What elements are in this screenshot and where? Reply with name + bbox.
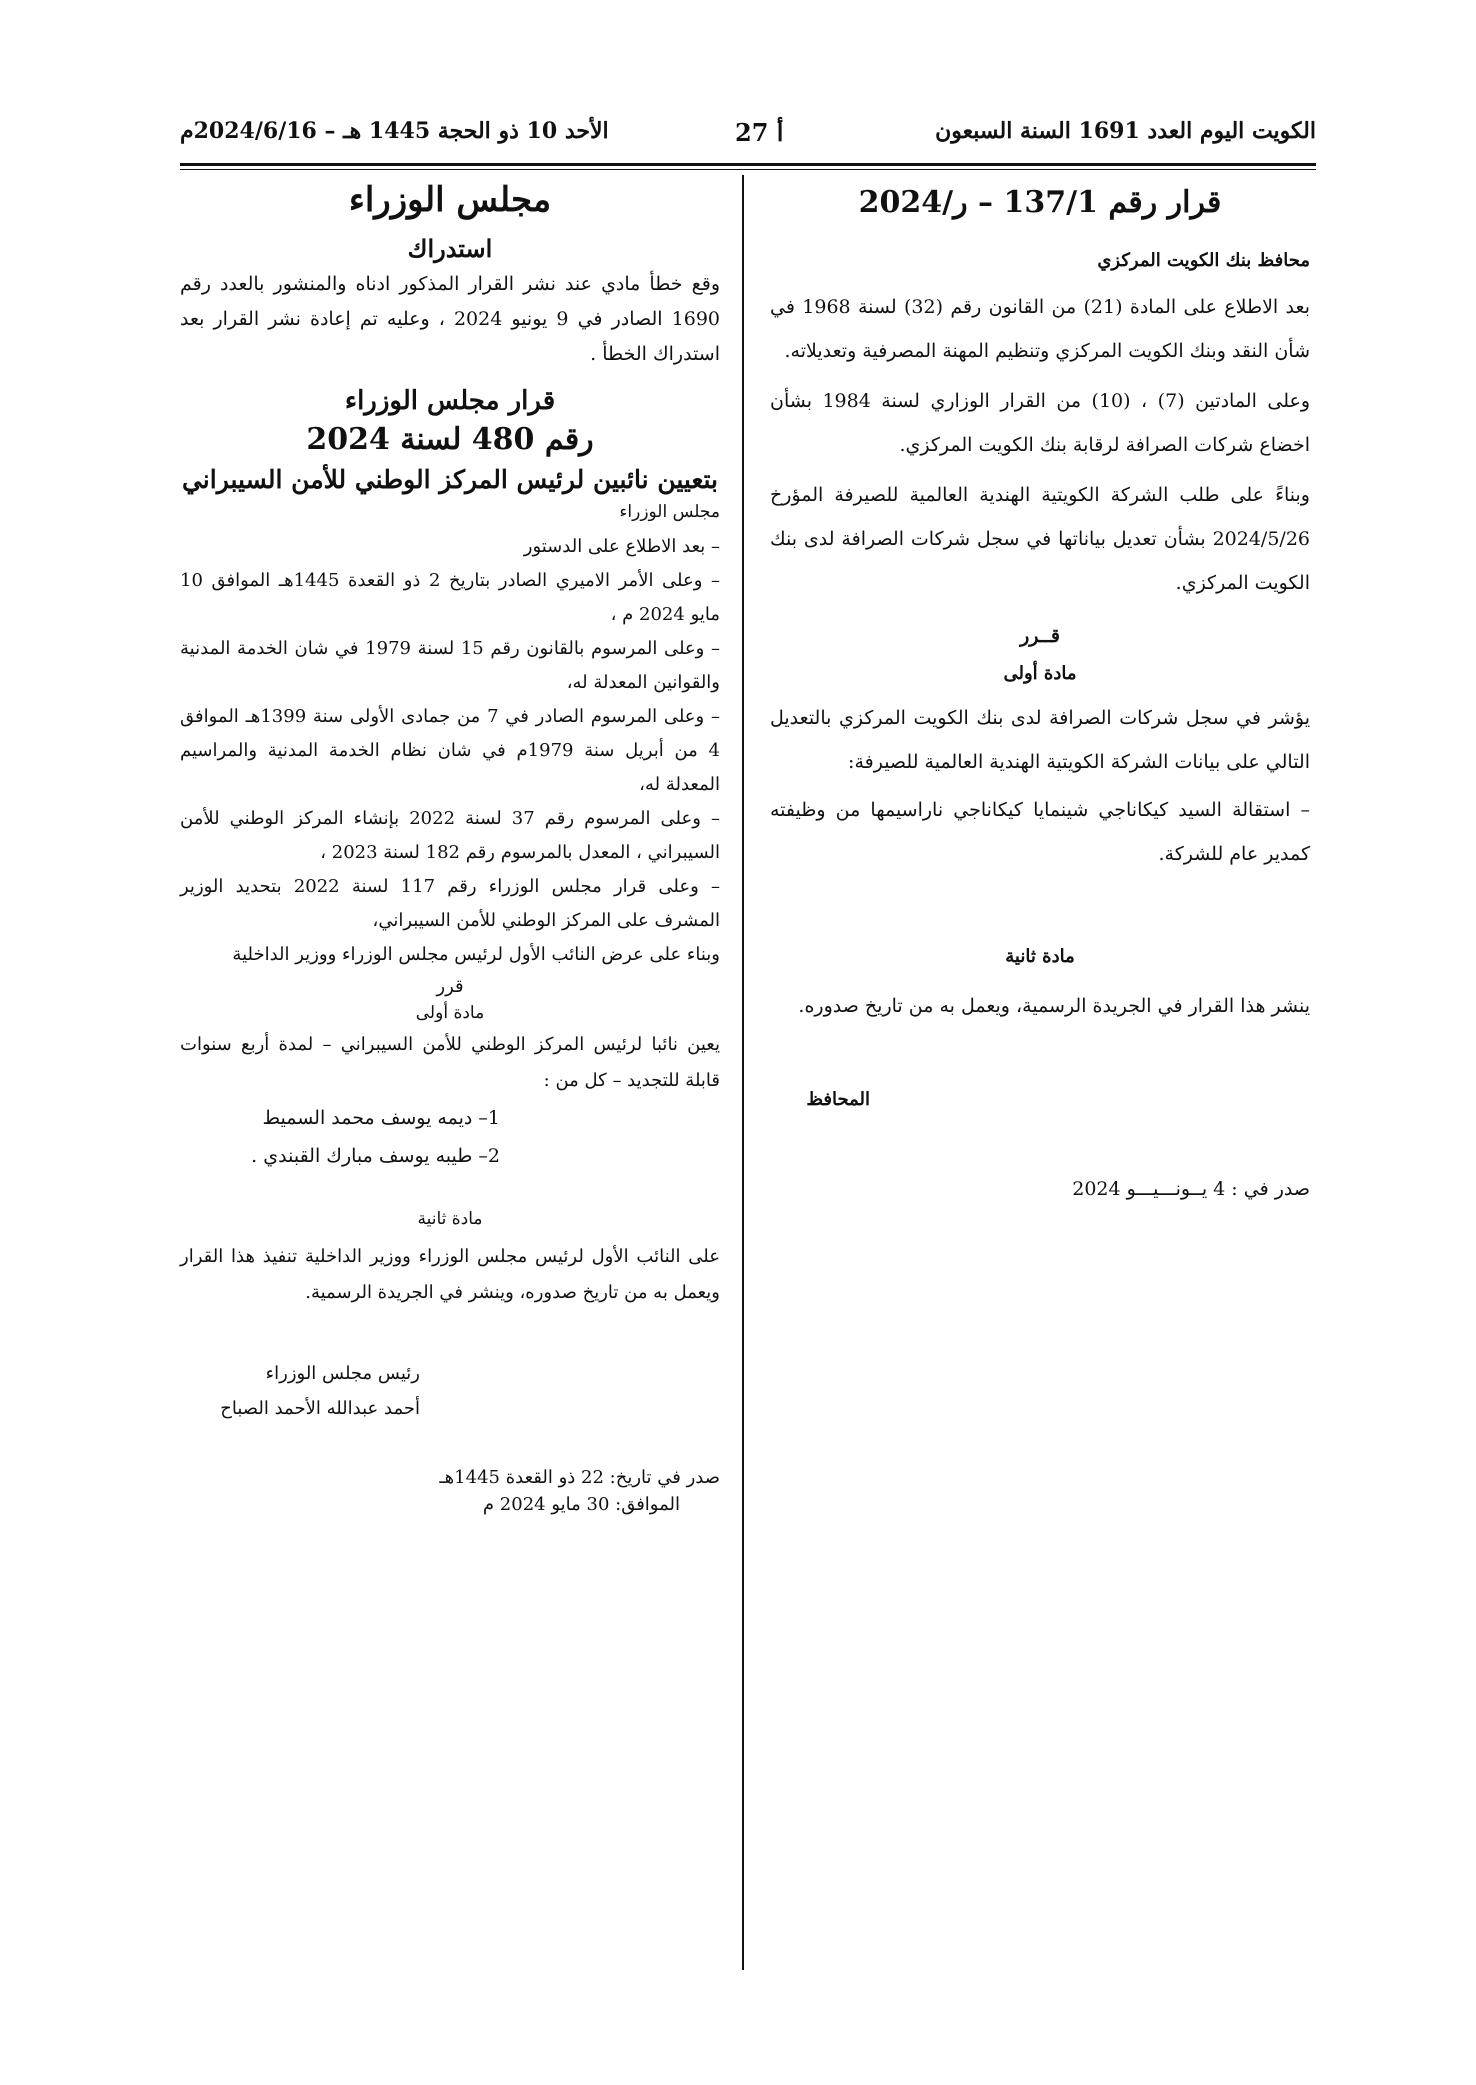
page-number: أ 27 [735, 118, 784, 147]
erratum-text: وقع خطأ مادي عند نشر القرار المذكور ادناه والمنشور بالعدد رقم 1690 الصادر في 9 يونيو 2024 ، وعليه تم إعادة نشر القرار بعد استدراك الخطأ . [180, 273, 720, 365]
appointee-1: 1– ديمه يوسف محمد السميط [262, 1107, 500, 1129]
recital-2: – وعلى الأمر الاميري الصادر بتاريخ 2 ذو القعدة 1445هـ الموافق 10 مايو 2024 م ، [180, 570, 720, 625]
appointee-2: 2– طيبه يوسف مبارك القبندي . [251, 1145, 500, 1167]
issuer: محافظ بنك الكويت المركزي [1097, 250, 1310, 271]
header-rule [180, 163, 1316, 166]
issued-date: صدر في : 4 يــونـــيـــو 2024 [1072, 1178, 1310, 1200]
decided-left: قرر [436, 976, 464, 997]
left-article-1-title: مادة أولى [415, 1003, 485, 1023]
recital-5: – وعلى المرسوم رقم 37 لسنة 2022 بإنشاء المركز الوطني للأمن السيبراني ، المعدل بالمرسوم رقم 182 لسنة 2023 ، [180, 808, 720, 863]
recital-1: – بعد الاطلاع على الدستور [523, 536, 720, 557]
council: مجلس الوزراء [619, 502, 720, 522]
article-1-title: مادة أولى [1003, 663, 1077, 684]
decree-title: قرار رقم 137/1 – ر/2024 [858, 185, 1222, 220]
signer-name: أحمد عبدالله الأحمد الصباح [220, 1398, 420, 1419]
left-article-2-text: على النائب الأول لرئيس مجلس الوزراء ووزير الداخلية تنفيذ هذا القرار ويعمل به من تاريخ صدوره، وينشر في الجريدة الرسمية. [180, 1246, 720, 1303]
decided: قــرر [1020, 625, 1060, 647]
preamble-3: وبناءً على طلب الشركة الكويتية الهندية العالمية للصيرفة المؤرخ 2024/5/26 بشأن تعديل بياناتها في سجل شركات الصرافة لدى بنك الكويت المركزي. [770, 484, 1310, 594]
recital-3: – وعلى المرسوم بالقانون رقم 15 لسنة 1979 في شان الخدمة المدنية والقوانين المعدلة له، [180, 638, 720, 693]
issued-gregorian: الموافق: 30 مايو 2024 م [482, 1494, 680, 1515]
article-1-text: يؤشر في سجل شركات الصرافة لدى بنك الكويت المركزي بالتعديل التالي على بيانات الشركة الكويتية الهندية العالمية للصيرفة: [770, 707, 1310, 773]
header-left: الأحد 10 ذو الحجة 1445 هـ – 2024/6/16م [180, 118, 609, 144]
column-divider [742, 175, 744, 1970]
header-rule-thin [180, 169, 1316, 170]
left-article-2-title: مادة ثانية [417, 1209, 483, 1229]
signer-title: رئيس مجلس الوزراء [265, 1363, 420, 1384]
left-article-1-text: يعين نائبا لرئيس المركز الوطني للأمن السيبراني – لمدة أربع سنوات قابلة للتجديد – كل من : [180, 1034, 720, 1091]
right-column [770, 180, 1310, 1200]
preamble-1: بعد الاطلاع على المادة (21) من القانون رقم (32) لسنة 1968 في شأن النقد وبنك الكويت المركزي وتنظيم المهنة المصرفية وتعديلاته. [770, 296, 1310, 362]
recital-4: – وعلى المرسوم الصادر في 7 من جمادى الأولى سنة 1399هـ الموافق 4 من أبريل سنة 1979م في شان نظام الخدمة المدنية والمراسيم المعدلة له، [180, 706, 721, 795]
decision-title: قرار مجلس الوزراء [344, 386, 556, 416]
article-1-item: – استقالة السيد كيكاناجي شينمايا كيكاناجي ناراسيمها من وظيفته كمدير عام للشركة. [770, 799, 1310, 865]
article-2-title: مادة ثانية [1005, 946, 1075, 967]
recital-7: وبناء على عرض النائب الأول لرئيس مجلس الوزراء ووزير الداخلية [232, 944, 720, 965]
recital-6: – وعلى قرار مجلس الوزراء رقم 117 لسنة 2022 بتحديد الوزير المشرف على المركز الوطني للأمن السيبراني، [180, 876, 720, 931]
article-2-text: ينشر هذا القرار في الجريدة الرسمية، ويعمل به من تاريخ صدوره. [798, 995, 1310, 1017]
signer: المحافظ [806, 1089, 870, 1110]
decision-number: رقم 480 لسنة 2024 [306, 422, 594, 457]
section-title: مجلس الوزراء [348, 180, 552, 220]
decision-subject: بتعيين نائبين لرئيس المركز الوطني للأمن السيبراني [181, 465, 719, 494]
preamble-2: وعلى المادتين (7) ، (10) من القرار الوزاري لسنة 1984 بشأن اخضاع شركات الصرافة لرقابة بنك الكويت المركزي. [770, 390, 1310, 456]
left-column [180, 180, 720, 1515]
header-right: الكويت اليوم العدد 1691 السنة السبعون [935, 118, 1316, 144]
issued-hijri: صدر في تاريخ: 22 ذو القعدة 1445هـ [439, 1467, 720, 1488]
erratum-title: استدراك [407, 234, 493, 263]
